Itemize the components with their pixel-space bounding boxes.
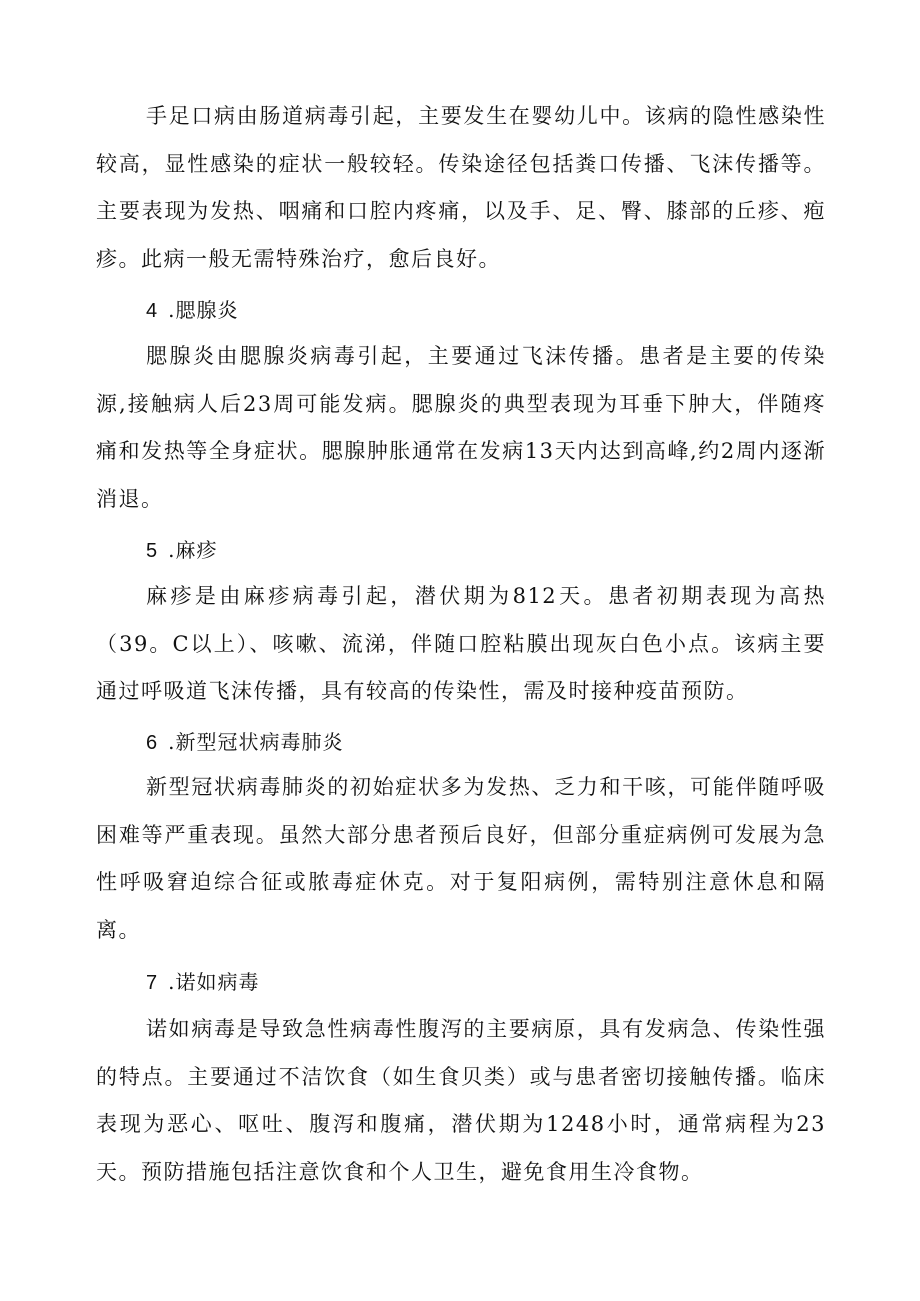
- section-heading-covid: [146, 727, 343, 758]
- paragraph-mumps: 腮腺炎由腮腺炎病毒引起，主要通过飞沫传播。患者是主要的传染源,接触病人后23周可能发病。腮腺炎的典型表现为耳垂下肿大，伴随疼痛和发热等全身症状。腮腺肿胀通常在发病13天内达到高峰,约2周内逐渐消退。: [96, 344, 826, 511]
- section-number: 7: [146, 972, 159, 994]
- paragraph-covid: 新型冠状病毒肺炎的初始症状多为发热、乏力和干咳，可能伴随呼吸困难等严重表现。虽然大部分患者预后良好，但部分重症病例可发展为急性呼吸窘迫综合征或脓毒症休克。对于复阳病例，需特别注意休息和隔离。: [96, 775, 826, 942]
- section-number: 6: [146, 732, 159, 754]
- section-title: .腮腺炎: [168, 298, 239, 322]
- paragraph-hfmd: 手足口病由肠道病毒引起，主要发生在婴幼儿中。该病的隐性感染性较高，显性感染的症状一般较轻。传染途径包括粪口传播、飞沫传播等。主要表现为发热、咽痛和口腔内疼痛，以及手、足、臀、膝部的丘疹、疱疹。此病一般无需特殊治疗，愈后良好。: [96, 104, 826, 271]
- section-title: .麻疹: [168, 538, 218, 562]
- paragraph-measles: 麻疹是由麻疹病毒引起，潜伏期为812天。患者初期表现为高热（39。C以上）、咳嗽、流涕，伴随口腔粘膜出现灰白色小点。该病主要通过呼吸道飞沫传播，具有较高的传染性，需及时接种疫苗预防。: [96, 584, 826, 703]
- section-number: 4: [146, 300, 159, 322]
- section-heading-norovirus: [146, 967, 259, 998]
- paragraph-norovirus: 诺如病毒是导致急性病毒性腹泻的主要病原，具有发病急、传染性强的特点。主要通过不洁饮食（如生食贝类）或与患者密切接触传播。临床表现为恶心、呕吐、腹泻和腹痛，潜伏期为1248小时，通常病程为23天。预防措施包括注意饮食和个人卫生，避免食用生冷食物。: [96, 1017, 826, 1184]
- section-heading-measles: [146, 535, 217, 566]
- section-title: .新型冠状病毒肺炎: [168, 730, 344, 754]
- section-title: .诺如病毒: [168, 970, 260, 994]
- section-heading-mumps: [146, 295, 238, 326]
- section-number: 5: [146, 540, 159, 562]
